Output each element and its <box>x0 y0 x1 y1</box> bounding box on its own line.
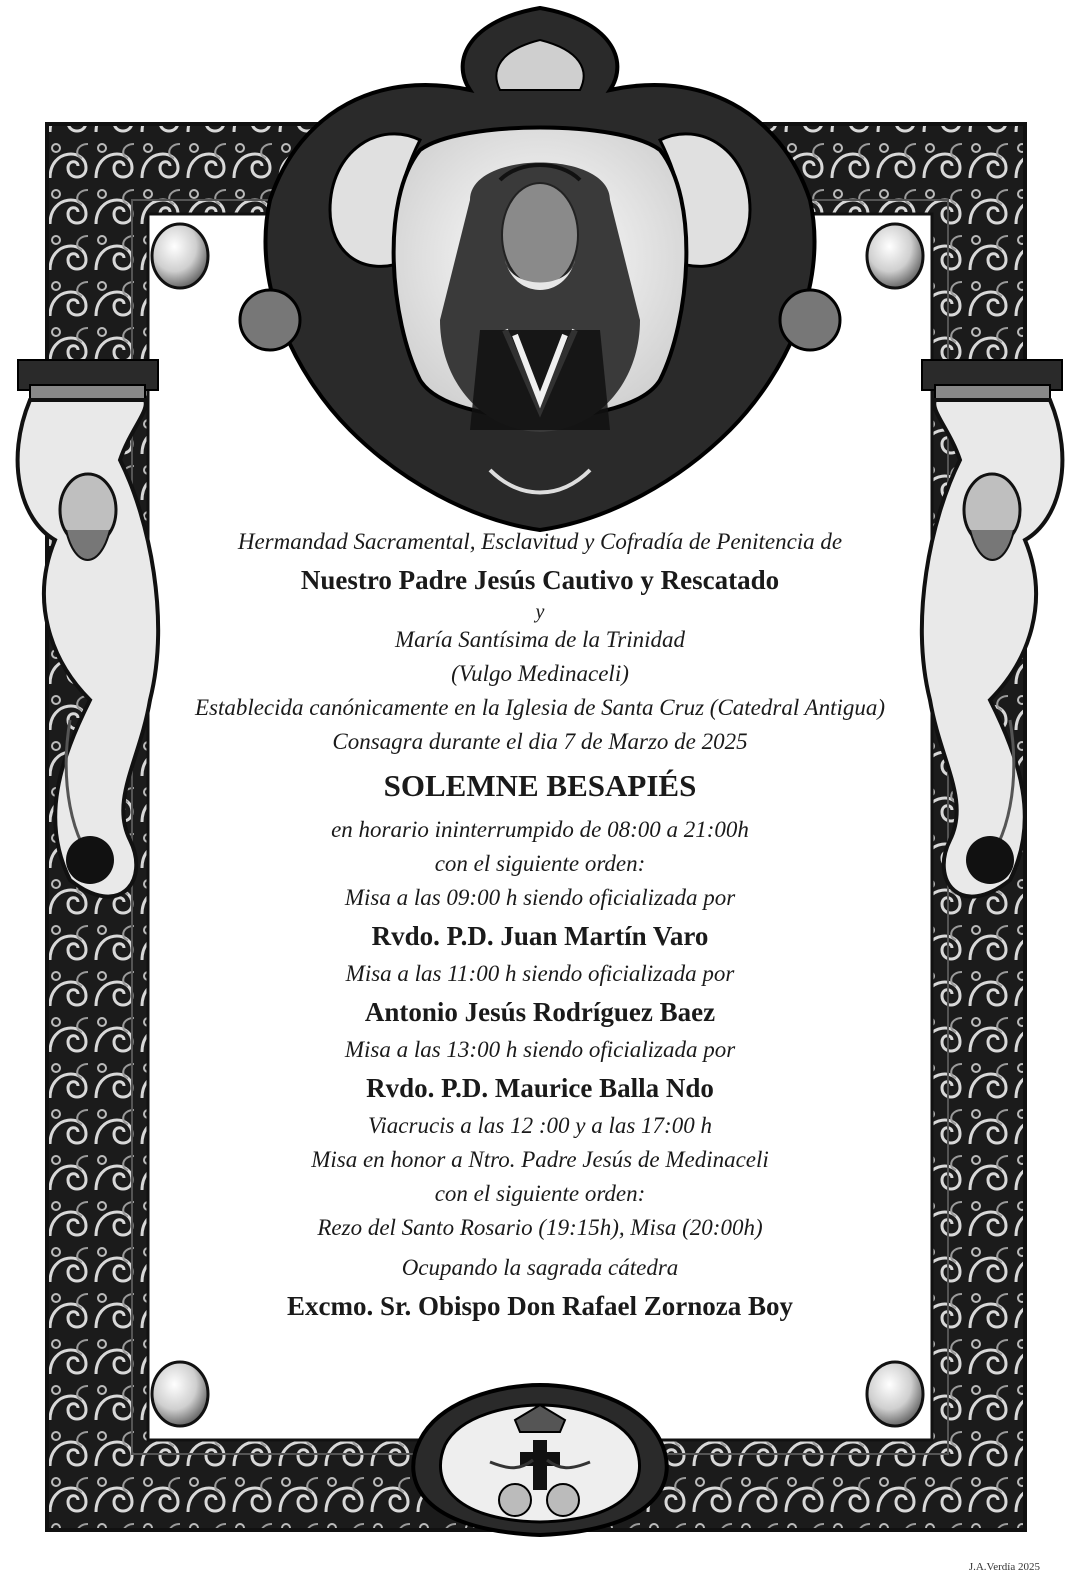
viacrucis-line: Viacrucis a las 12 :00 y a las 17:00 h <box>368 1113 712 1138</box>
top-cartouche <box>240 8 840 530</box>
order-intro-2: con el siguiente orden: <box>434 1181 646 1206</box>
brotherhood-line: Hermandad Sacramental, Esclavitud y Cofradía de Penitencia de <box>237 529 843 554</box>
date-line: Consagra durante el dia 7 de Marzo de 2025 <box>332 729 748 754</box>
mass-celebrant: Antonio Jesús Rodríguez Baez <box>364 997 716 1027</box>
chair-line: Ocupando la sagrada cátedra <box>401 1255 679 1280</box>
mass-time-line: Misa a las 13:00 h siendo oficializada por <box>344 1037 736 1062</box>
bottom-cartouche <box>413 1385 667 1535</box>
christ-portrait-icon <box>440 163 640 433</box>
mass-celebrant: Rvdo. P.D. Maurice Balla Ndo <box>366 1073 714 1103</box>
titular-jesus: Nuestro Padre Jesús Cautivo y Rescatado <box>300 565 780 595</box>
mass-time-line: Misa a las 09:00 h siendo oficializada por <box>344 885 736 910</box>
vulgo-line: (Vulgo Medinaceli) <box>451 661 629 686</box>
rosary-line: Rezo del Santo Rosario (19:15h), Misa (20:00h) <box>317 1215 763 1240</box>
honor-mass-line: Misa en honor a Ntro. Padre Jesús de Medinaceli <box>311 1147 769 1172</box>
mass-time-line: Misa a las 11:00 h siendo oficializada por <box>345 961 735 986</box>
artist-signature: J.A.Verdía 2025 <box>968 1561 1040 1573</box>
text-panel <box>160 525 920 1327</box>
event-title: SOLEMNE BESAPIÉS <box>383 768 697 803</box>
titular-maria: María Santísima de la Trinidad <box>394 627 686 652</box>
conjunction: y <box>535 601 545 623</box>
schedule-hours: en horario ininterrumpido de 08:00 a 21:00h <box>331 817 749 842</box>
mass-celebrant: Rvdo. P.D. Juan Martín Varo <box>371 921 709 951</box>
bishop-line: Excmo. Sr. Obispo Don Rafael Zornoza Boy <box>286 1291 794 1321</box>
church-line: Establecida canónicamente en la Iglesia de Santa Cruz (Catedral Antigua) <box>194 695 886 720</box>
order-intro: con el siguiente orden: <box>434 851 646 876</box>
